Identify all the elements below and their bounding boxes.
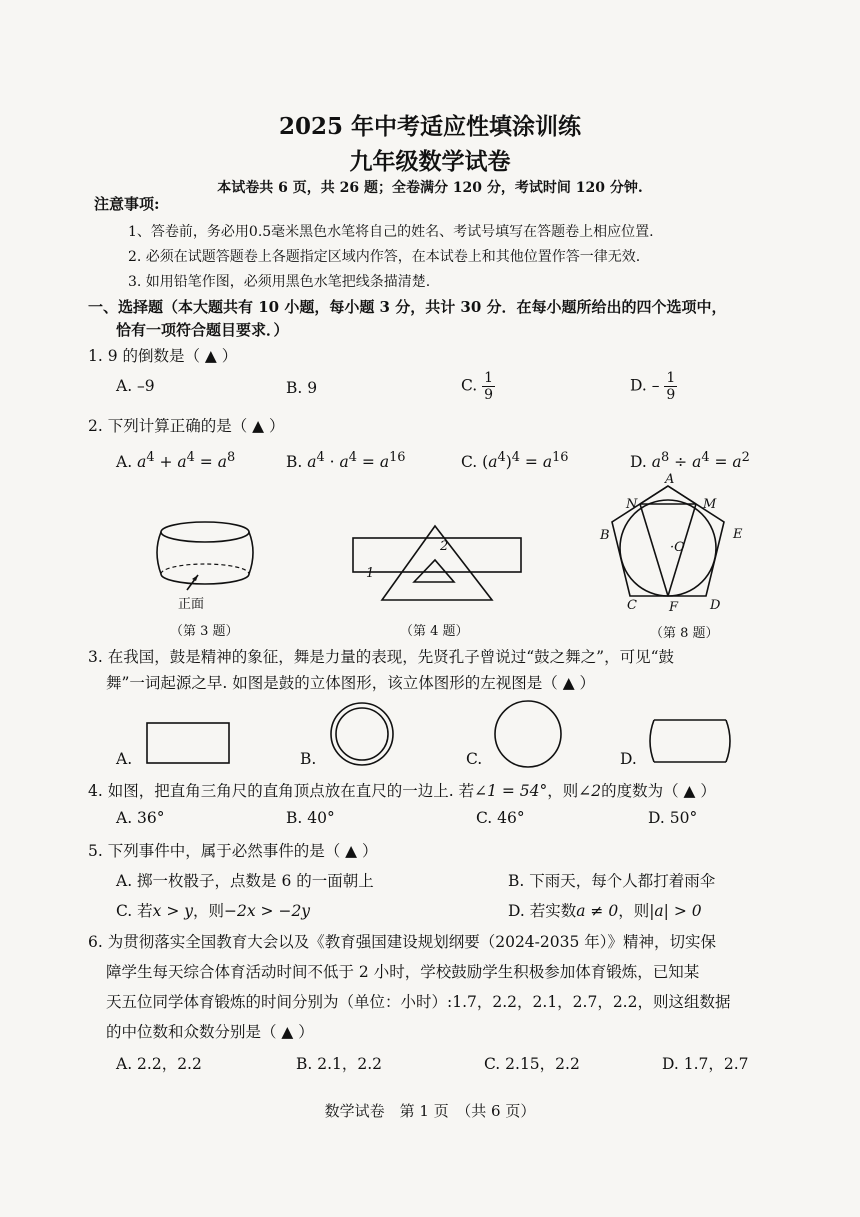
fig8-point-a: A xyxy=(665,472,675,487)
q2-option-d: D. $a^8 \div a^4 = a^2$ xyxy=(630,450,750,472)
fig8-point-d: D xyxy=(710,598,721,613)
q1-option-c: C. $\frac{1}{9}$ xyxy=(461,370,494,403)
q6-option-b: B. 2.1，2.2 xyxy=(296,1055,383,1073)
section-heading-line1: 一、选择题（本大题共有 10 小题，每小题 3 分，共计 30 分．在每小题所给出的四个选项中， xyxy=(88,298,727,316)
exam-info: 本试卷共 6 页，共 26 题；全卷满分 120 分，考试时间 120 分钟. xyxy=(217,180,643,196)
q3-option-d-barrel xyxy=(648,718,732,766)
fig8-point-o: ·O xyxy=(670,540,685,555)
q1-option-c-fraction: $\frac{1}{9}$ xyxy=(484,370,494,403)
exam-title: 2025 年中考适应性填涂训练 xyxy=(278,113,582,140)
q5-stem: 5. 下列事件中，属于必然事件的是（ ▲ ） xyxy=(88,842,378,860)
q4-angle2: ∠2 xyxy=(578,782,602,800)
notice-item-3: 3. 如用铅笔作图，必须用黑色水笔把线条描清楚. xyxy=(128,274,431,290)
section-heading-line2: 恰有一项符合题目要求．） xyxy=(116,321,289,339)
q1-option-d-fraction: $\frac{1}{9}$ xyxy=(666,370,676,403)
fig3-front-label: 正面 xyxy=(178,597,205,612)
q6-stem-line1: 6. 为贯彻落实全国教育大会以及《教育强国建设规划纲要（2024-2035 年）》精神，切实保 xyxy=(88,933,717,951)
q5-option-b: B. 下雨天，每个人都打着雨伞 xyxy=(508,872,716,890)
q2-stem: 2. 下列计算正确的是（ ▲ ） xyxy=(88,417,285,435)
q2-option-b: B. $a^4 \cdot a^4 = a^{16}$ xyxy=(286,450,406,472)
fig4-caption: （第 4 题） xyxy=(400,624,469,639)
q4-stem: 4. 如图，把直角三角尺的直角顶点放在直尺的一边上. 若∠1 = 54°，则∠2的度数为（ ▲ ） xyxy=(88,782,716,800)
q4-option-c: C. 46° xyxy=(476,809,525,827)
q3-option-b-double-circle xyxy=(330,702,394,766)
fig8-point-m: M xyxy=(703,497,717,512)
q1-option-a: A. –9 xyxy=(116,377,155,395)
q4-option-b: B. 40° xyxy=(286,809,335,827)
q5-option-c: C. 若x > y，则−2x > −2y xyxy=(116,902,311,920)
q5-option-d: D. 若实数a ≠ 0，则|a| > 0 xyxy=(508,902,702,920)
fig3-caption: （第 3 题） xyxy=(170,624,239,639)
fig4-angle-1-label: 1 xyxy=(366,566,375,581)
q4-option-d: D. 50° xyxy=(648,809,698,827)
q6-option-c: C. 2.15，2.2 xyxy=(484,1055,580,1073)
q4-angle1: ∠1 = 54° xyxy=(474,782,548,800)
q3-option-b-label: B. xyxy=(300,750,317,768)
q2-option-a: A. $a^4 + a^4 = a^8$ xyxy=(116,450,236,472)
notice-item-1: 1、答卷前，务必用0.5毫米黑色水笔将自己的姓名、考试号填写在答题卷上相应位置. xyxy=(128,224,654,240)
q1-stem: 1. 9 的倒数是（ ▲ ） xyxy=(88,347,238,365)
q4-option-a: A. 36° xyxy=(116,809,165,827)
q3-option-d-label: D. xyxy=(620,750,637,768)
q2-option-c: C. $(a^4)^4 = a^{16}$ xyxy=(461,450,569,472)
exam-subtitle-grade: 九年级数学试卷 xyxy=(349,148,511,175)
q3-option-c-label: C. xyxy=(466,750,483,768)
q3-stem-line1: 3. 在我国，鼓是精神的象征，舞是力量的表现，先贤孔子曾说过“鼓之舞之”，可见“鼓 xyxy=(88,648,674,666)
fig8-point-e: E xyxy=(733,527,743,542)
notice-item-2: 2. 必须在试题答题卷上各题指定区域内作答，在本试卷上和其他位置作答一律无效. xyxy=(128,249,641,265)
q6-option-a: A. 2.2，2.2 xyxy=(116,1055,202,1073)
q6-option-d: D. 1.7，2.7 xyxy=(662,1055,749,1073)
fig8-caption: （第 8 题） xyxy=(650,626,719,641)
q3-option-c-circle xyxy=(494,700,562,768)
fig4-angle-2-label: 2 xyxy=(440,539,449,554)
q3-stem-line2: 舞”一词起源之早. 如图是鼓的立体图形，该立体图形的左视图是（ ▲ ） xyxy=(106,674,596,692)
fig4-ruler-triangle-figure xyxy=(352,520,524,620)
page-footer: 数学试卷 第 1 页 （共 6 页） xyxy=(324,1102,536,1120)
q5-option-a: A. 掷一枚骰子，点数是 6 的一面朝上 xyxy=(116,872,374,890)
fig3-drum-figure xyxy=(150,518,260,598)
fig8-point-n: N xyxy=(626,497,638,512)
notice-heading: 注意事项: xyxy=(94,195,160,213)
fig8-point-c: C xyxy=(627,598,637,613)
q3-option-a-rectangle xyxy=(146,722,232,766)
fig8-point-f: F xyxy=(669,600,679,615)
q3-option-a-label: A. xyxy=(116,750,133,768)
q1-option-d: D. – $\frac{1}{9}$ xyxy=(630,370,676,403)
q1-option-b: B. 9 xyxy=(286,379,318,397)
fig8-point-b: B xyxy=(600,528,610,543)
q6-stem-line2: 障学生每天综合体育活动时间不低于 2 小时，学校鼓励学生积极参加体育锻炼，已知某 xyxy=(106,963,700,981)
q6-stem-line4: 的中位数和众数分别是（ ▲ ） xyxy=(106,1023,314,1041)
q6-stem-line3: 天五位同学体育锻炼的时间分别为（单位：小时）:1.7，2.2，2.1，2.7，2.2，则这组数据 xyxy=(106,993,731,1011)
